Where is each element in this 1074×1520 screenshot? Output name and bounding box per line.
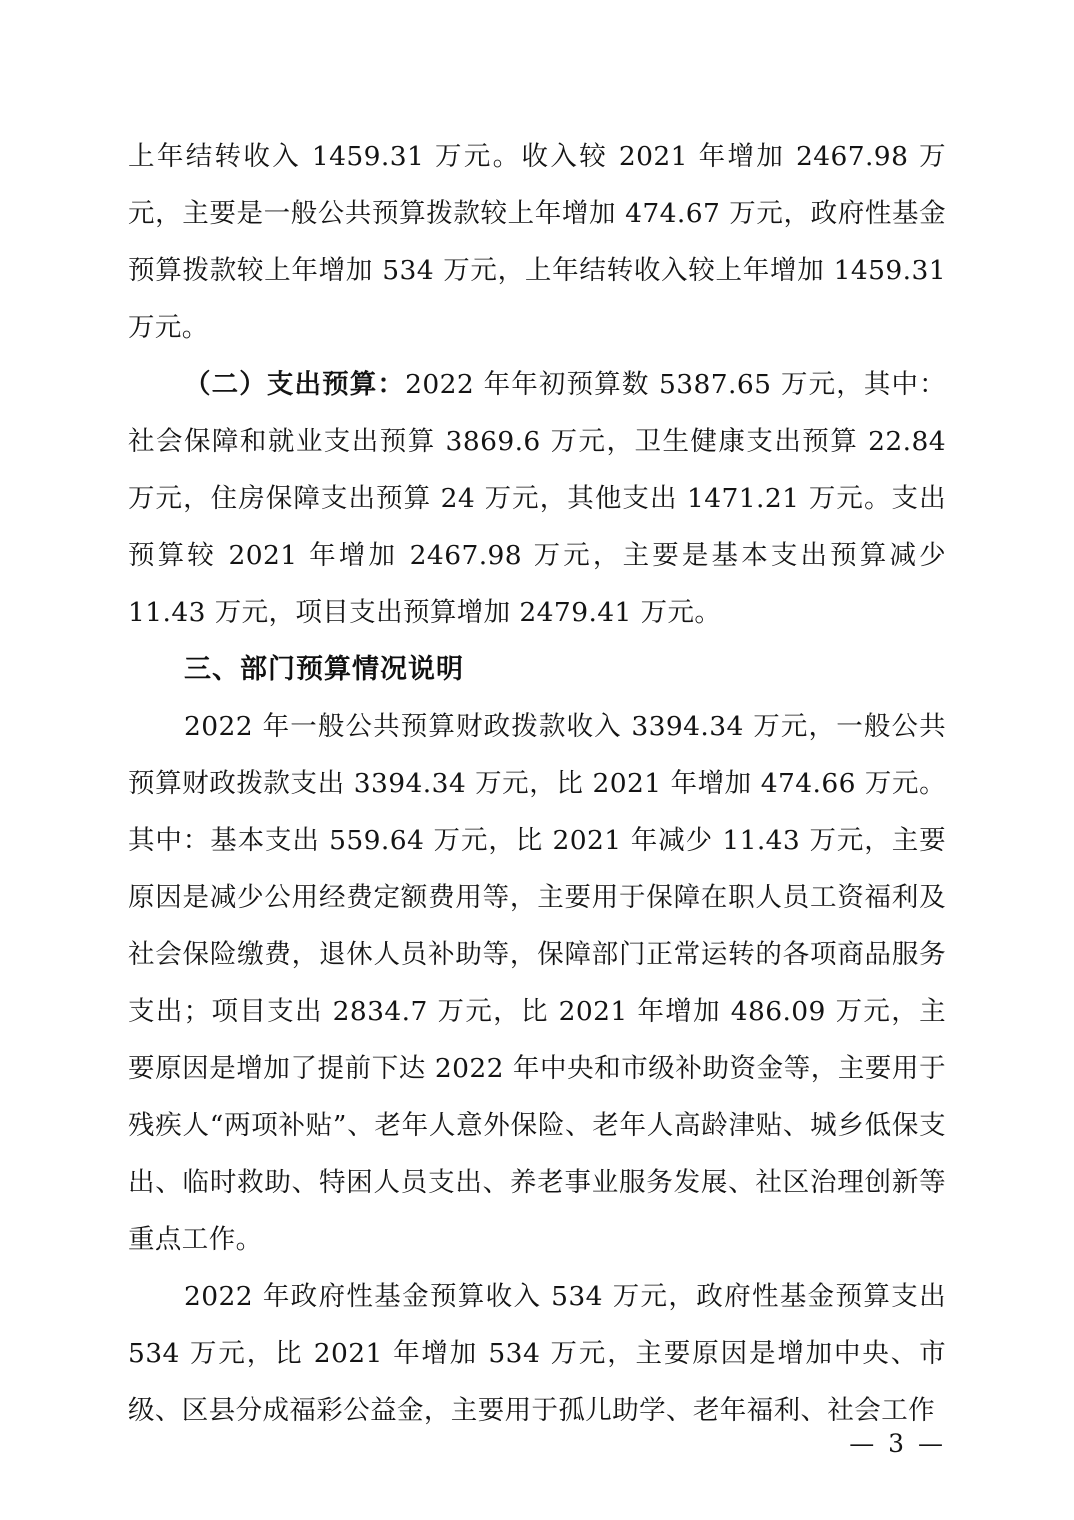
paragraph-government-fund-budget: 2022 年政府性基金预算收入 534 万元，政府性基金预算支出 534 万元，比 2021 年增加 534 万元，主要原因是增加中央、市级、区县分成福彩公益金，主要用于孤儿助学、老年福利、社会工作: [128, 1281, 946, 1426]
paragraph-general-public-budget: 2022 年一般公共预算财政拨款收入 3394.34 万元，一般公共预算财政拨款支出 3394.34 万元，比 2021 年增加 474.66 万元。其中：基本支出 559.64 万元，比 2021 年减少 11.43 万元，主要原因是减少公用经费定额费用等，主要用于保障在职人员工资福利及社会保险缴费，退休人员补助等，保障部门正常运转的各项商品服务支出；项目支出 2834.7 万元，比 2021 年增加 486.09 万元，主要原因是增加了提前下达 2022 年中央和市级补助资金等，主要用于残疾人“两项补贴”、老年人意外保险、老年人高龄津贴、城乡低保支出、临时救助、特困人员支出、养老事业服务发展、社区治理创新等重点工作。: [128, 711, 946, 1255]
paragraph-carryover-income: 上年结转收入 1459.31 万元。收入较 2021 年增加 2467.98 万元，主要是一般公共预算拨款较上年增加 474.67 万元，政府性基金预算拨款较上年增加 534 万元，上年结转收入较上年增加 1459.31 万元。: [128, 141, 946, 343]
expenditure-budget-lead: （二）支出预算：: [184, 369, 406, 400]
page-content: [128, 128, 946, 1439]
page-number: — 3 —: [849, 1429, 946, 1458]
paragraph-expenditure-budget: [128, 356, 946, 641]
section-heading-department-budget: 三、部门预算情况说明: [184, 654, 464, 685]
expenditure-budget-body: 2022 年年初预算数 5387.65 万元，其中：社会保障和就业支出预算 3869.6 万元，卫生健康支出预算 22.84 万元，住房保障支出预算 24 万元，其他支出 1471.21 万元。支出预算较 2021 年增加 2467.98 万元，主要是基本支出预算减少 11.43 万元，项目支出预算增加 2479.41 万元。: [128, 369, 946, 628]
